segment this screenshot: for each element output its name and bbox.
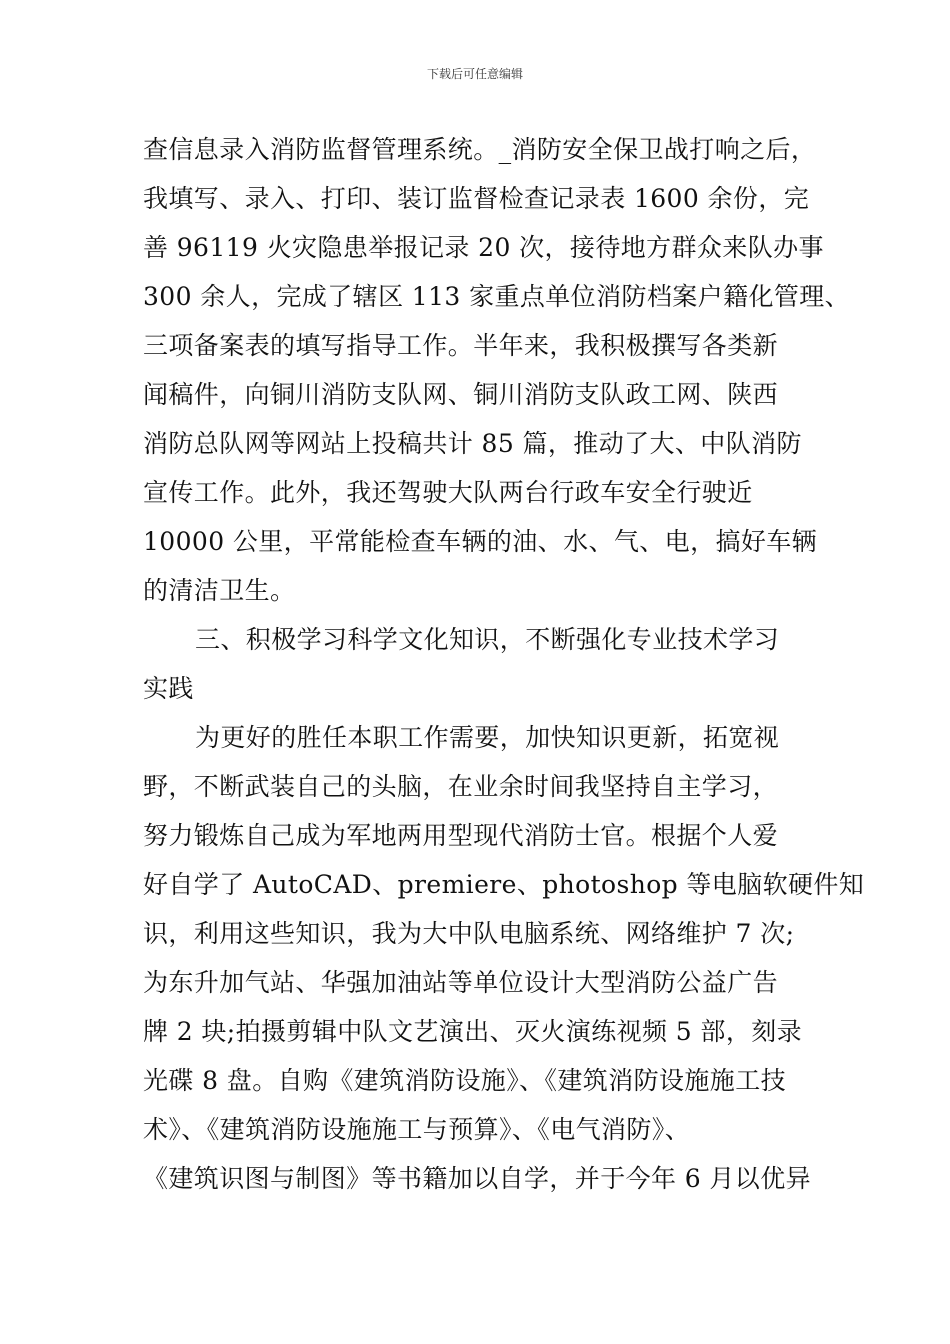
text-line: 闻稿件，向铜川消防支队网、铜川消防支队政工网、陕西 (143, 380, 779, 409)
text-line: 300 余人，完成了辖区 113 家重点单位消防档案户籍化管理、 (143, 282, 851, 311)
text-line: 牌 2 块;拍摄剪辑中队文艺演出、灭火演练视频 5 部，刻录 (143, 1017, 803, 1046)
text-line: 《建筑识图与制图》等书籍加以自学，并于今年 6 月以优异 (143, 1164, 812, 1193)
text-line: 10000 公里，平常能检查车辆的油、水、气、电，搞好车辆 (143, 527, 818, 556)
text-line: 野，不断武装自己的头脑，在业余时间我坚持自主学习， (143, 772, 779, 801)
section-heading: 三、积极学习科学文化知识，不断强化专业技术学习 (195, 625, 780, 654)
document-body (143, 125, 865, 1203)
section-heading-continuation: 实践 (143, 674, 194, 703)
text-line: 好自学了 AutoCAD、premiere、photoshop 等电脑软硬件知 (143, 870, 865, 899)
text-line: 消防总队网等网站上投稿共计 85 篇，推动了大、中队消防 (143, 429, 802, 458)
text-line: 努力锻炼自己成为军地两用型现代消防士官。根据个人爱 (143, 821, 779, 850)
text-line: 术》、《建筑消防设施施工与预算》、《电气消防》、 (143, 1115, 691, 1144)
text-line: 为东升加气站、华强加油站等单位设计大型消防公益广告 (143, 968, 779, 997)
page-header: 下载后可任意编辑 (426, 67, 523, 81)
text-line: 的清洁卫生。 (143, 576, 296, 605)
text-line: 善 96119 火灾隐患举报记录 20 次，接待地方群众来队办事 (143, 233, 824, 262)
text-line: 三项备案表的填写指导工作。半年来，我积极撰写各类新 (143, 331, 779, 360)
text-line: 识，利用这些知识，我为大中队电脑系统、网络维护 7 次; (143, 919, 795, 948)
paragraph-first-line: 为更好的胜任本职工作需要，加快知识更新，拓宽视 (195, 723, 780, 752)
text-line: 宣传工作。此外，我还驾驶大队两台行政车安全行驶近 (143, 478, 753, 507)
text-line: 我填写、录入、打印、装订监督检查记录表 1600 余份，完 (143, 184, 810, 213)
text-line: 查信息录入消防监督管理系统。_消防安全保卫战打响之后， (143, 135, 817, 164)
text-line: 光碟 8 盘。自购《建筑消防设施》、《建筑消防设施施工技 (143, 1066, 787, 1095)
